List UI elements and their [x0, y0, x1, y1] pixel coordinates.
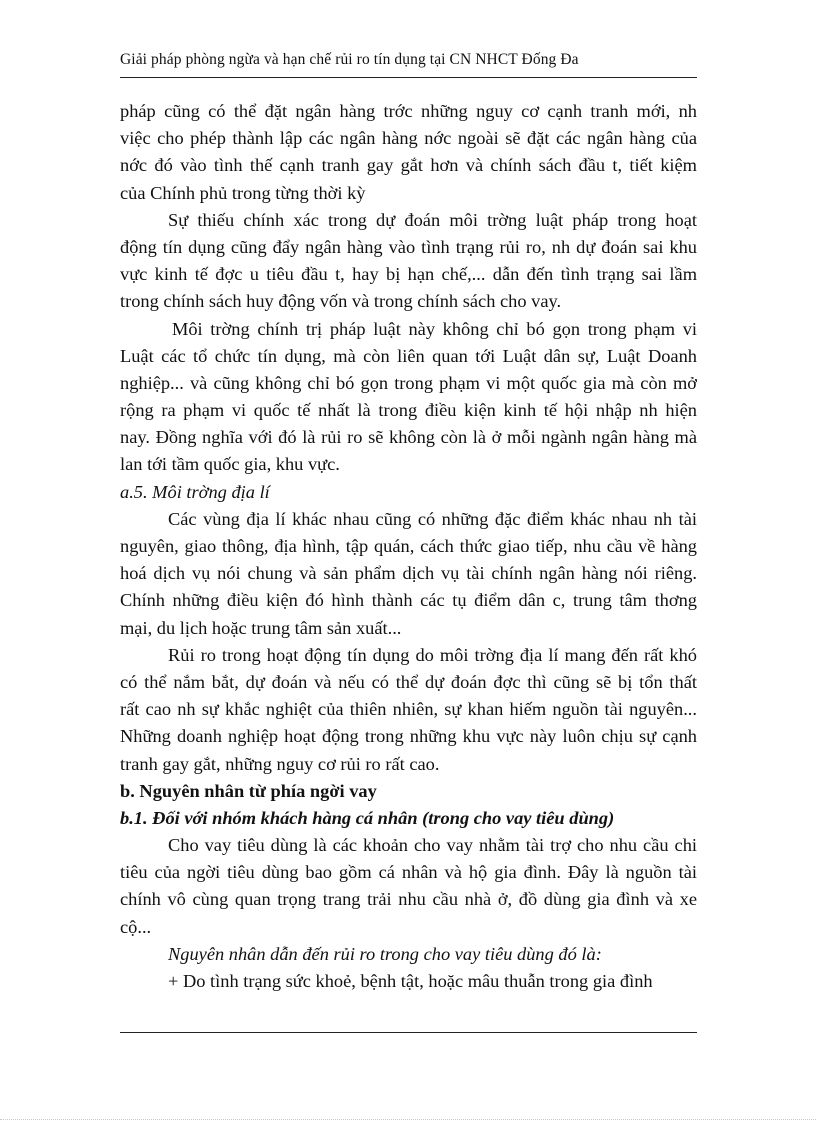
paragraph-first-line: Các vùng địa lí khác nhau cũng có những đặc điểm khác nhau nh tài — [168, 508, 697, 529]
section-heading-a5: a.5. Môi trờng địa lí — [120, 481, 270, 502]
text-line: việc cho phép thành lập các ngân hàng nớc ngoài sẽ đặt các ngân hàng của — [120, 128, 697, 149]
text-line: trong chính sách huy động vốn và trong chính sách cho vay. — [120, 291, 562, 312]
bullet-line: + Do tình trạng sức khoẻ, bệnh tật, hoặc mâu thuẫn trong gia đình — [168, 971, 653, 991]
text-line: nghiệp... và cũng không chỉ bó gọn trong phạm vi một quốc gia mà còn mở — [120, 372, 697, 393]
section-heading-b1: b.1. Đối với nhóm khách hàng cá nhân (trong cho vay tiêu dùng) — [120, 807, 615, 828]
paragraph-first-line: Cho vay tiêu dùng là các khoản cho vay nhằm tài trợ cho nhu cầu chi — [168, 835, 697, 856]
text-line: lan tới tầm quốc gia, khu vực. — [120, 454, 340, 475]
text-line: động tín dụng cũng đẩy ngân hàng vào tình trạng rủi ro, nh dự đoán sai khu — [120, 236, 697, 257]
text-line: của Chính phủ trong từng thời kỳ — [120, 182, 366, 203]
text-line: rộng ra phạm vi quốc tế nhất là trong điều kiện kinh tế hội nhập nh hiện — [120, 400, 697, 421]
text-line: vực kinh tế đợc u tiêu đầu t, hay bị hạn chế,... dẫn đến tình trạng sai lầm — [120, 264, 697, 285]
text-line: Chính những điều kiện đó hình thành các tụ điểm dân c, trung tâm thơng — [120, 590, 697, 611]
text-line: có thể nắm bắt, dự đoán và nếu có thể dự đoán đợc thì cũng sẽ bị tổn thất — [120, 671, 697, 692]
text-line: chính vô cùng quan trọng trang trải nhu cầu nhà ở, đồ dùng gia đình và xe — [120, 889, 697, 910]
text-line: Luật các tổ chức tín dụng, mà còn liên quan tới Luật dân sự, Luật Doanh — [120, 345, 697, 366]
page-edge-dotted-line — [0, 1119, 816, 1120]
section-heading-b: b. Nguyên nhân từ phía ngời vay — [120, 780, 377, 801]
text-line: rất cao nh sự khắc nghiệt của thiên nhiên, sự khan hiếm nguồn tài nguyên... — [120, 699, 697, 720]
text-line: tiêu của ngời tiêu dùng bao gồm cá nhân và hộ gia đình. Đây là nguồn tài — [120, 862, 697, 883]
paragraph-first-line: Rủi ro trong hoạt động tín dụng do môi trờng địa lí mang đến rất khó — [168, 644, 697, 665]
page-header: Giải pháp phòng ngừa và hạn chế rủi ro tín dụng tại CN NHCT Đống Đa — [120, 51, 579, 68]
text-line: nay. Đồng nghĩa với đó là rủi ro sẽ không còn là ở mỗi ngành ngân hàng mà — [120, 427, 697, 448]
text-line: tranh gay gắt, những nguy cơ rủi ro rất cao. — [120, 753, 440, 774]
paragraph-first-line: Sự thiếu chính xác trong dự đoán môi trờng luật pháp trong hoạt — [168, 209, 697, 230]
text-line: hoá dịch vụ nói chung và sản phẩm dịch vụ tài chính ngân hàng nói riêng. — [120, 563, 697, 584]
text-line: Những doanh nghiệp hoạt động trong những khu vực này luôn chịu sự cạnh — [120, 726, 697, 747]
footer-divider — [120, 1032, 697, 1033]
text-line: pháp cũng có thể đặt ngân hàng trớc những nguy cơ cạnh tranh mới, nh — [120, 101, 697, 121]
header-divider — [120, 77, 697, 78]
text-line: nguyên, giao thông, địa hình, tập quán, cách thức giao tiếp, nhu cầu về hàng — [120, 536, 697, 556]
text-line: nớc đó vào tình thế cạnh tranh gay gắt hơn và chính sách đầu t, tiết kiệm — [120, 155, 697, 176]
paragraph-first-line: Môi trờng chính trị pháp luật này không chỉ bó gọn trong phạm vi — [172, 318, 697, 339]
italic-lead-line: Nguyên nhân dẫn đến rủi ro trong cho vay tiêu dùng đó là: — [168, 943, 602, 964]
document-body — [120, 98, 697, 995]
text-line: mại, du lịch hoặc trung tâm sản xuất... — [120, 617, 402, 638]
text-line: cộ... — [120, 916, 152, 937]
